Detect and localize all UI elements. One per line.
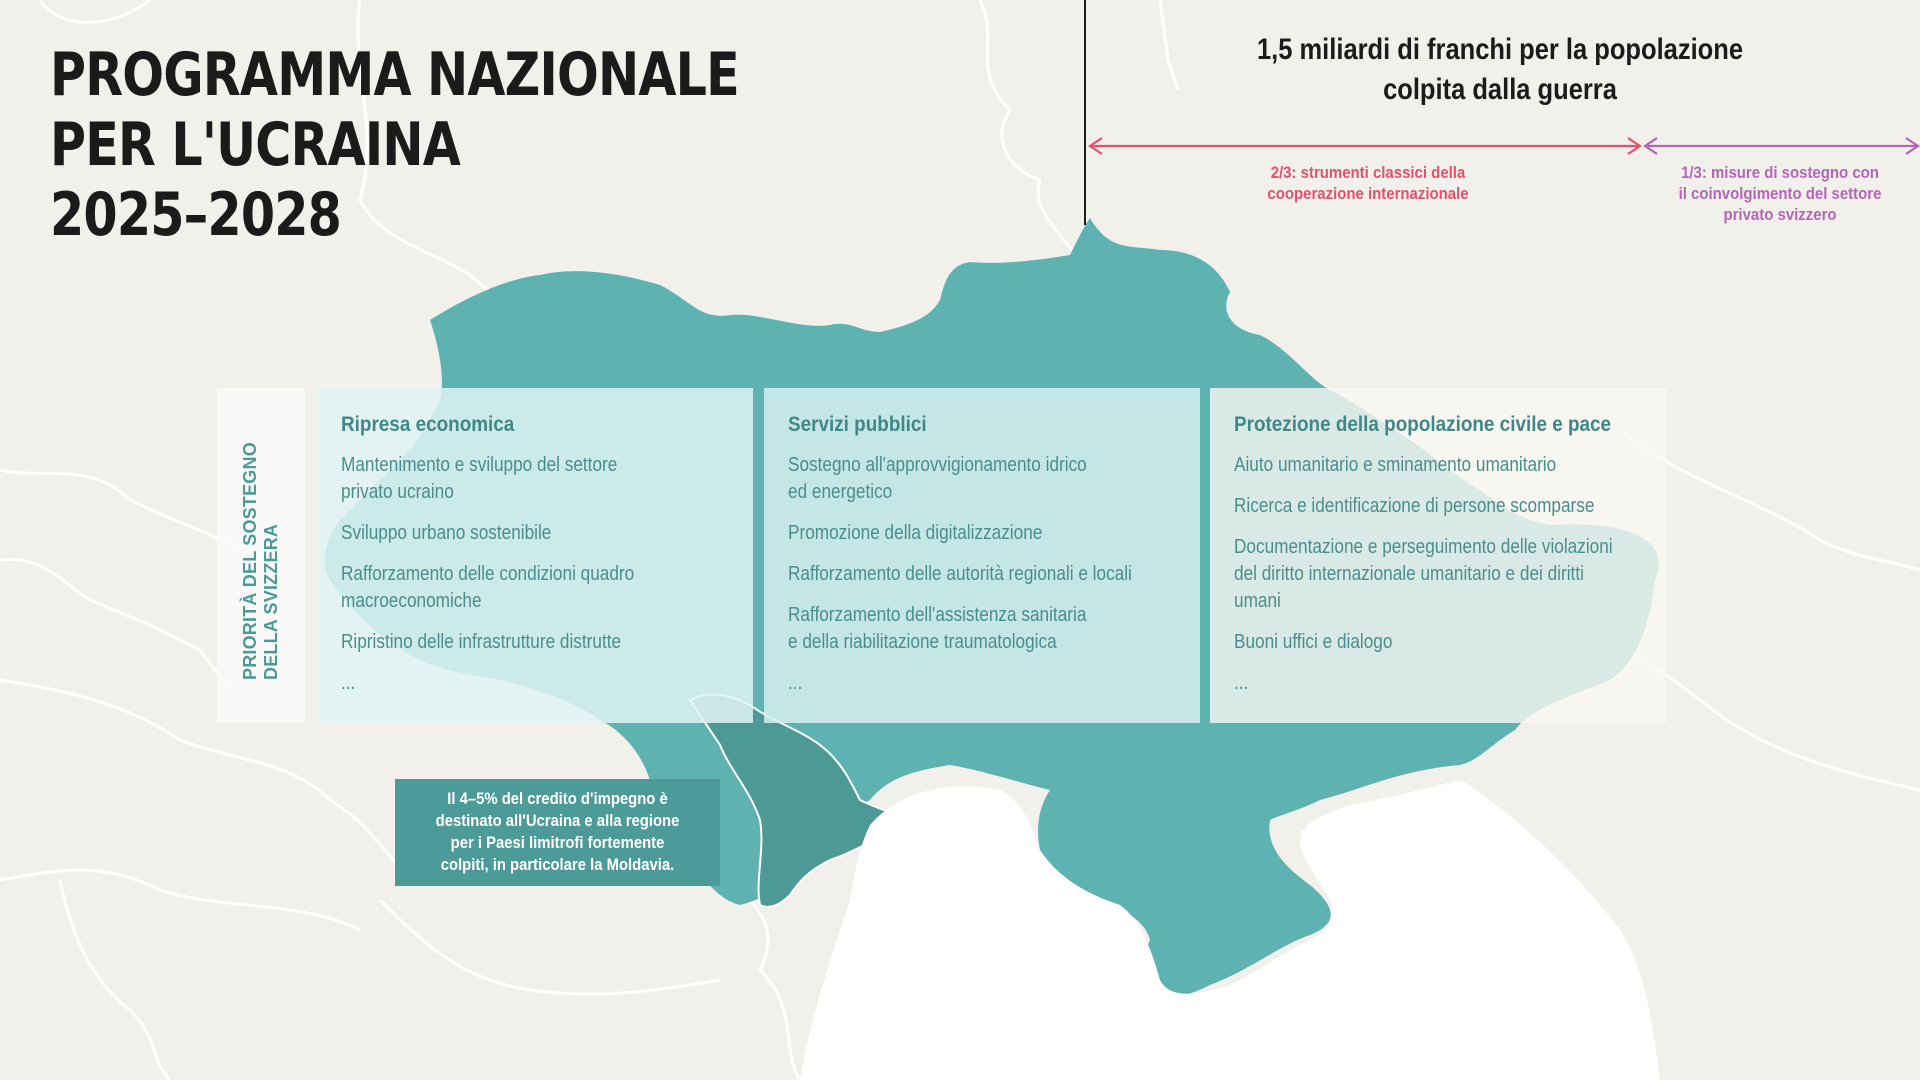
classic-share-line-2: cooperazione internazionale	[1267, 184, 1469, 203]
classic-share-label	[1210, 162, 1527, 204]
priority-item: Sostegno all'approvvigionamento idrico ed energetico	[788, 454, 1087, 503]
priority-card-title: Servizi pubblici	[788, 413, 927, 436]
priority-card-title: Ripresa economica	[341, 413, 515, 436]
moldova-note-line-3: per i Paesi limitrofi fortemente	[450, 834, 665, 852]
funding-split-arrows	[0, 0, 1920, 240]
moldova-note-box	[395, 779, 720, 886]
priority-item: Promozione della digitalizzazione	[788, 522, 1043, 544]
funding-headline-line-1: 1,5 miliardi di franchi per la popolazione	[1256, 33, 1744, 66]
priority-card-civil-protection	[1210, 388, 1666, 723]
moldova-note-line-1: Il 4–5% del credito d'impegno è	[447, 790, 668, 808]
priority-item: Ripristino delle infrastrutture distrutte	[341, 631, 622, 653]
priorities-side-label-line-2: DELLA SVIZZERA	[261, 523, 281, 680]
priority-item: ...	[1234, 672, 1249, 694]
private-share-line-3: privato svizzero	[1723, 205, 1837, 224]
title-line-1: PROGRAMMA NAZIONALE	[50, 40, 739, 110]
classic-share-line-1: 2/3: strumenti classici della	[1270, 163, 1466, 182]
priority-item: Sviluppo urbano sostenibile	[341, 522, 552, 544]
private-share-line-1: 1/3: misure di sostegno con	[1681, 163, 1879, 182]
priority-card-economic-recovery	[317, 388, 753, 723]
priority-item: Aiuto umanitario e sminamento umanitario	[1234, 454, 1557, 476]
moldova-note-line-2: destinato all'Ucraina e alla regione	[435, 812, 680, 830]
priority-item: ...	[341, 672, 356, 694]
moldova-note-line-4: colpiti, in particolare la Moldavia.	[440, 856, 675, 874]
priority-item: Rafforzamento delle autorità regionali e locali	[788, 563, 1132, 585]
private-share-arrow	[1645, 138, 1918, 154]
priority-item: Buoni uffici e dialogo	[1234, 631, 1393, 653]
priority-item: Documentazione e perseguimento delle violazioni del diritto internazionale umanitario e dei diritti umani	[1234, 536, 1613, 612]
classic-share-arrow	[1090, 138, 1640, 154]
priority-item: Mantenimento e sviluppo del settore privato ucraino	[341, 454, 618, 503]
funding-headline-line-2: colpita dalla guerra	[1383, 73, 1617, 106]
priority-item: ...	[788, 672, 803, 694]
priority-item: Ricerca e identificazione di persone scomparse	[1234, 495, 1595, 517]
private-share-line-2: il coinvolgimento del settore	[1678, 184, 1882, 203]
priorities-side-label	[240, 430, 282, 680]
priority-item: Rafforzamento dell'assistenza sanitaria e della riabilitazione traumatologica	[788, 604, 1087, 653]
title-line-3: 2025–2028	[50, 180, 342, 250]
priority-card-title: Protezione della popolazione civile e pace	[1234, 413, 1612, 436]
priorities-side-label-line-1: PRIORITÀ DEL SOSTEGNO	[240, 442, 260, 680]
priority-item: Rafforzamento delle condizioni quadro macroeconomiche	[341, 563, 635, 612]
private-share-label	[1639, 162, 1920, 225]
priority-list	[1234, 452, 1646, 697]
priority-list	[788, 452, 1180, 697]
priority-card-public-services	[764, 388, 1200, 723]
priority-list	[341, 452, 733, 697]
title-line-2: PER L'UCRAINA	[50, 110, 461, 180]
